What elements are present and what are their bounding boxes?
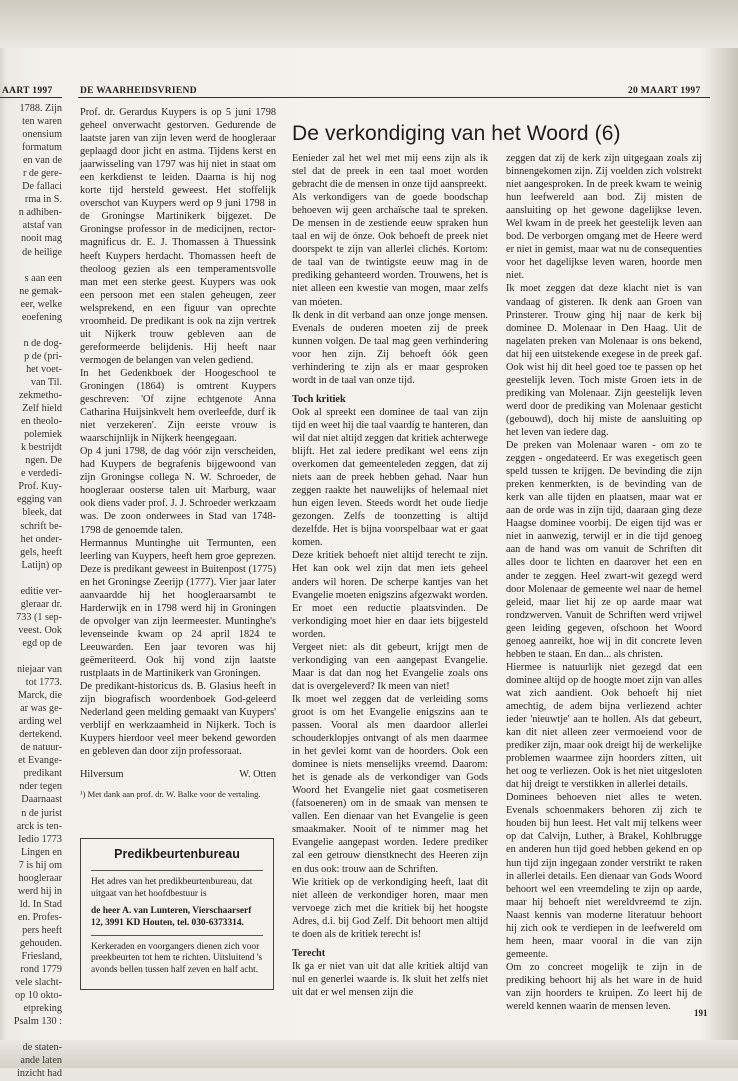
prev-page-line: werd hij in <box>17 885 62 897</box>
prev-page-line: polemiek <box>24 429 62 441</box>
prev-page-line: de natuur- <box>20 742 62 754</box>
prev-page-line: ten waren <box>22 116 62 128</box>
prev-page-line: etpreking <box>23 1003 62 1015</box>
prev-page-line: gleraar dr. <box>20 598 62 610</box>
prev-page-line: nder tegen <box>19 781 62 793</box>
box-intro: Het adres van het predikbeurtenbureau, dat uitgaat van het hoofdbestuur is <box>91 877 253 899</box>
prev-page-line: nooit mag <box>20 233 62 245</box>
prev-page-line: het voet- <box>26 363 62 375</box>
paragraph: Ik ga er niet van uit dat alle kritiek altijd van nul en generlei waarde is. Ik sluit het zelfs niet uit dat er wel mensen zijn die <box>292 960 488 998</box>
box-divider <box>91 935 263 936</box>
header-publication: DE WAARHEIDSVRIEND <box>80 86 197 96</box>
prev-page-line: et Evange- <box>18 755 62 767</box>
prev-page-line: rond 1779 <box>20 964 62 976</box>
prev-page-line: egging van <box>17 494 62 506</box>
prev-page-line: formatum <box>21 142 62 154</box>
prev-page-line: n de jurist <box>21 807 62 819</box>
prev-page-line: en van de <box>22 155 62 167</box>
prev-page-line: van Til. <box>30 376 62 388</box>
prev-page-line: arck is ten- <box>16 820 62 832</box>
prev-page-line: en. Profes- <box>17 911 62 923</box>
scan-top-edge <box>0 0 738 48</box>
prev-page-line: 7 is hij om <box>18 859 62 871</box>
prev-page-line: eer, welke <box>20 298 62 310</box>
prev-page-line: op 10 okto- <box>15 990 62 1002</box>
prev-page-line: Friesland, <box>21 951 62 963</box>
prev-page-header: AART 1997 <box>2 86 53 96</box>
prev-page-line: vele slacht- <box>15 977 62 989</box>
prev-page-line: ande laten <box>20 1055 62 1067</box>
prev-page-line: veest. Ook <box>18 624 62 636</box>
paragraph: Deze kritiek behoeft niet altijd terecht te zijn. Het kan ook wel zijn dat men iets geheel anders wil horen. De scherpe kantjes van het Evangelie moeten enigszins afgezwakt worden. Er moet een reductie plaatsvinden. De verkondiging moet hier en daar iets bijgesteld worden. <box>292 550 488 640</box>
paragraph: Als verkondigers van de goede boodschap behoeven wij geen archaïsche taal te spreken. De mensen in de zestiende eeuw spraken hun taal en wij de ónze. Ook behoeft de preek niet doorspekt te zijn van allerlei clichés. Kortom: de taal van de twintigste eeuw mag in de prediking gehanteerd worden. Trouwens, het is niet alleen een kwestie van mogen, maar zelfs van móeten. <box>292 192 488 308</box>
continued-paragraphs <box>80 106 276 758</box>
prev-page-line: schrift be- <box>20 520 62 532</box>
prev-page-line: k bestrijdt <box>20 442 62 454</box>
predikbeurtenbureau-box <box>80 838 274 990</box>
prev-page-line: rma in S. <box>24 194 62 206</box>
prev-page-line: Marck, die <box>17 690 62 702</box>
box-divider <box>91 870 263 871</box>
paragraph: Ook al spreekt een dominee de taal van zijn tijd en weet hij die taal vaardig te hanteren, dan wil dat niet altijd zeggen dat kritiek achterwege blijft. Het zal iedere predikant wel eens zijn overkomen dat gemeenteleden zeggen, dat zij niets aan de preek hebben gehad. Naar hun zeggen raakte het nauwelijks of helemaal niet hun eigen leven. Steeds wordt het oude liedje gezongen. Zelfs de toonzetting is altijd dezelfde. Het is bijna voorspelbaar wat er gaat komen. <box>292 406 488 549</box>
signature-place: Hilversum <box>80 769 124 781</box>
article-column-2 <box>292 152 488 999</box>
prev-page-line: gels, heeft <box>20 546 62 558</box>
paragraph: Eenieder zal het wel met mij eens zijn als ik stel dat de preek in een taal moet worden gebracht die de mensen in onze tijd aanspreekt. <box>292 153 488 191</box>
subheading: Terecht <box>292 947 326 959</box>
prev-page-line: zekmetho- <box>19 390 62 402</box>
prev-page-line: r de gere- <box>22 168 62 180</box>
paragraph: Op 4 juni 1798, de dag vóór zijn verscheiden, had Kuypers de begrafenis bijgewoond van zijn Groningse collega N. W. Schroeder, de hoogleraar oosterse talen uit Marburg, waar ook diens vader prof. J. J. Schroeder werkzaam was. De zoon onderwees in Stad van 1748-1798 de genoemde talen. <box>80 446 276 536</box>
prev-page-line: de staten- <box>22 1042 62 1054</box>
paragraph: Hiermee is natuurlijk niet gezegd dat een dominee altijd op de hoogte moet zijn van alles wat zich aandient. Ook behoeft hij niet amechtig, de adem bijna verliezend achter ieder 'nieuwtje' aan te hollen. Als dat gebeurt, kan dit niet alleen zeer vermoeiend voor de prediker zijn, maar ook dreigt hij de werkelijke problemen waarmee zijn hoorders zitten, uit het oog te verliezen. Ook is het niet uitgesloten dat hij dreigt te verstikken in allerlei details. <box>506 661 702 791</box>
paragraph: De preken van Molenaar waren - om zo te zeggen - ongedateerd. Er was exegetisch geen speld tussen te krijgen. De bevinding die zijn preken kenmerkten, is de bevinding van de kerk van alle tijden en plaatsen, maar wat er aan de orde was in zijn tijd, daaraan ging deze Haagse dominee voorbij. De eigen tijd was er niet in aanwezig, terwijl er in die tijd genoeg aan de hand was om vanuit de Schriften dit alles door te lichten en daarover het een en ander te zeggen. Heel zwart-wit gezegd werd door Molenaar de gemeente wel naar de hemel geleid, maar liet hij ze op aarde maar wat rondzwerven. Vanuit de Schriften werd vrijwel geen leiding gegeven, ofschoon het Woord genoeg aanreikt, hoe wij in dit concrete leven hebben te staan. En dan... als christen. <box>506 440 702 660</box>
page-number: 191 <box>694 1008 708 1018</box>
article-title: De verkondiging van het Woord (6) <box>292 122 621 145</box>
prev-page-line: onensium <box>22 129 62 141</box>
prev-page-line: 1788. Zijn <box>19 103 62 114</box>
prev-page-line: egd op de <box>22 637 62 649</box>
prev-page-line: s aan een <box>24 272 62 284</box>
prev-page-line: n de dog- <box>23 337 62 349</box>
prev-page-line: niejaar van <box>17 664 62 676</box>
prev-page-line <box>0 650 62 663</box>
prev-page-line: 733 (1 sep- <box>16 611 62 623</box>
prev-page-line <box>0 572 62 585</box>
prev-page-line: e verdedi- <box>20 468 62 480</box>
prev-page-line: ne gemak- <box>19 285 62 297</box>
paragraph: Ik moet zeggen dat deze klacht niet is van vandaag of gisteren. Ik denk aan Groen van Prinsterer. Trouw ging hij naar de kerk bij dominee D. Molenaar in Den Haag. Uit de nagelaten preken van Molenaar is ons bekend, dat hij een uitstekende exegese in de preek gaf. Ook wist hij dit heel goed toe te passen op het geestelijk leven. Toch miste Groen iets in de prediking van Molenaar. Zijn geestelijk leven werd door de prediking van Molenaar gesticht (gebouwd), doch hij miste de aansluiting op het leven van iedere dag. <box>506 283 702 438</box>
article-column-3 <box>506 152 702 1013</box>
paragraph: zeggen dat zij de kerk zijn uitgegaan zoals zij binnengekomen zijn. Zij voelden zich volstrekt niet aangesproken. In de preek kwam te weinig hun leefwereld aan bod. Zij misten de aansluiting op het gewone dagelijkse leven. Wel kwam in de preek het geestelijk leven aan bod. De verborgen omgang met de Heere werd er niet in gemist, maar wat nu de consequenties voor het dagelijkse leven waren, hoorde men niet. <box>506 153 702 282</box>
prev-page-line: atstaf van <box>22 220 62 232</box>
header-rule <box>78 97 710 98</box>
prev-page-rule <box>0 97 62 98</box>
box-address: de heer A. van Lunteren, Vierschaarserf 12, 3991 KD Houten, tel. 030-6373314. <box>91 906 252 928</box>
prev-page-line: tot 1773. <box>25 677 62 689</box>
prev-page-line: dertekend. <box>19 729 62 741</box>
prev-page-line: arding wel <box>18 716 62 728</box>
prev-page-line: hoogleraar <box>18 872 62 884</box>
prev-page-line: pers heeft <box>22 924 62 936</box>
prev-page-line: p de (pri- <box>24 350 62 362</box>
paragraph: Vergeet niet: als dit gebeurt, krijgt men de verkondiging van een aangepast Evangelie. Maar is dat dan nog het Evangelie zoals ons dat is overgeleverd? Ik meen van niet! <box>292 641 488 692</box>
prev-page-line: gehouden. <box>19 938 62 949</box>
box-instructions: Kerkeraden en voorgangers dienen zich voor preekbeurten tot hem te richten. Uitsluitend 's avonds bellen tussen half zeven en half acht. <box>91 942 263 975</box>
prev-page-line: de heilige <box>22 246 62 258</box>
signature <box>80 768 276 781</box>
prev-page-line: editie ver- <box>20 585 62 597</box>
header-date: 20 MAART 1997 <box>628 86 701 96</box>
prev-page-line <box>0 259 62 272</box>
scan-bottom-edge <box>0 1040 738 1068</box>
prev-page-line: en theolo- <box>20 416 62 428</box>
prev-page-line: Psalm 130 : <box>13 1016 62 1028</box>
signature-name: W. Otten <box>239 769 276 781</box>
paragraph: Wie kritiek op de verkondiging heeft, laat dit niet alleen de verkondiger horen, maar men vervoege zich met die kritiek bij het hoogste Adres, d.i. bij God Zelf. Dit behoort men altijd te doen als de kritiek terecht is! <box>292 876 488 940</box>
prev-page-line: ar was ge- <box>20 703 62 715</box>
prev-page-line: bleek, dat <box>22 507 62 519</box>
prev-page-line: Latijn) op <box>21 559 62 571</box>
prev-page-line: inzicht had <box>17 1068 62 1080</box>
prev-page-line <box>0 324 62 337</box>
prev-page-line: het onder- <box>20 533 62 545</box>
column-continued-article <box>80 106 276 800</box>
paragraph: In het Gedenkboek der Hoogeschool te Groningen (1864) is omtrent Kuypers geschreven: 'Of zijne echtgenote Anna Catharina Huijsinkvelt hem overleefde, durf ik niet verzekeren'. Zijn eerste vrouw is waarschijnlijk in Nijkerk heengegaan. <box>80 367 276 445</box>
prev-page-line: ngen. De <box>25 455 62 467</box>
prev-page-line: n adhiben- <box>18 207 62 219</box>
paragraph: Ik moet wel zeggen dat de verleiding soms groot is om het Evangelie enigszins aan te passen. Vooral als men daardoor allerlei schouderklopjes ontvangt of als men daarmee in het gevlei komt van de hoorders. Ook een dominee is niets menselijks vreemd. Daarom: het is genade als de verkondiger van Gods Woord het Evangelie niet gaat cosmetiseren (fatsoeneren) om in de smaak van mensen te vallen. Een dienaar van het Evangelie is geen smaakmaker. Nooit of te nimmer mag het Evangelie aangepast worden. Iedere prediker zal een getrouw dienstknecht des Heeren zijn en dus ook: trouw aan de Schriften. <box>292 693 488 875</box>
prev-page-line: Iedio 1773 <box>18 833 62 845</box>
footnote: ¹) Met dank aan prof. dr. W. Balke voor de vertaling. <box>80 789 261 800</box>
box-title: Predikbeurtenbureau <box>114 847 240 861</box>
prev-page-line: Prof. Kuy- <box>18 481 62 493</box>
paragraph: Ik denk in dit verband aan onze jonge mensen. Evenals de ouderen moeten zij de preek kunnen volgen. De taal mag geen verhindering voor hen zijn. Zij behoeft óók geen verhindering te zijn als er maar gesproken wordt in de taal van onze tijd. <box>292 309 488 386</box>
prev-page-line: Lingen en <box>20 846 62 858</box>
prev-page-text <box>0 102 62 1081</box>
prev-page-line: ld. In Stad <box>19 898 62 910</box>
prev-page-line: predikant <box>23 768 62 780</box>
paragraph: Om zo concreet mogelijk te zijn in de prediking behoort hij als het ware in de huid van zijn hoorders te kruipen. Zo leert hij de wereld kennen waarin de mensen leven. <box>506 961 702 1013</box>
paragraph: De predikant-historicus ds. B. Glasius heeft in zijn biografisch woordenboek God-geleerd Nederland geen melding gemaakt van Kuypers' verblijf en werkzaamheid in Nijkerk. Toch is Kuypers hierdoor veel meer bekend geworden en gebleven dan door zijn professoraat. <box>80 681 276 758</box>
paragraph: Dominees behoeven niet alles te weten. Evenals schoenmakers behoren zij zich te houden bij hun leest. Het valt mij telkens weer op dat Calvijn, Luther, à Brakel, Kohlbrugge en anderen hun tijd goed hebben gekend en op hun tijd zijn ingegaan zonder verstrikt te raken in allerlei details. Een dienaar van Gods Woord behoort wel een vreemdeling te zijn op aarde, maar hij behoeft niet wereldvreemd te zijn. Naast kennis van moderne literatuur behoort hij zich ook te verdiepen in de leefwereld om hem heen, maar vooral in die van zijn gemeente. <box>506 792 702 960</box>
prev-page-line: Daarnaast <box>21 794 62 806</box>
prev-page-column <box>0 102 62 1080</box>
paragraph: Prof. dr. Gerardus Kuypers is op 5 juni 1798 geheel onverwacht gestorven. Gedurende de laatste jaren van zijn leven werd de hoogleraar geplaagd door jicht en astma. Tijdens kerst en jaarwisseling van 1797 was hij niet in staat om een kerkdienst te leiden. Daarna is hij nog korte tijd hersteld geweest. Het stoffelijk overschot van Kuypers werd op 9 juni 1798 in de Groningse Martinikerk bijgezet. De Groningse professor in de medicijnen, rector-magnificus dr. E. J. Thomassen à Thuessink heeft Kuypers herdacht. Thomassen heeft de theoloog gezien als een temperamentsvolle man met een sterke geest. Kuypers was ook een persoon met een stalen geheugen, zeer welsprekend, en een figuur van oprechte vroomheid. De predikant is ook na zijn vertrek uit Nijkerk trouw gebleven aan de gereformeerde belijdenis. Hij heeft naar vermogen de belangen van velen gediend. <box>80 107 276 366</box>
paragraph: Hermannus Muntinghe uit Termunten, een leerling van Kuypers, heeft hem groe geprezen. Deze is predikant geweest in Buitenpost (1775) en het Groningse Zeerijp (1777). Vier jaar later aanvaardde hij het hoogleraarsambt te Harderwijk en in 1798 werd hij in Groningen de opvolger van zijn leermeester. Muntinghe's levenseinde kwam op 24 april 1824 te Leeuwarden. Een jaar tevoren was hij geëmeriteerd. Ook hij vond zijn laatste rustplaats in de Martinikerk van Groningen. <box>80 537 276 680</box>
subheading: Toch kritiek <box>292 393 346 405</box>
prev-page-line: Zelf hield <box>22 403 62 415</box>
prev-page-line: De fallaci <box>22 181 62 193</box>
prev-page-line: eoefening <box>21 311 62 323</box>
prev-page-line <box>0 1028 62 1041</box>
